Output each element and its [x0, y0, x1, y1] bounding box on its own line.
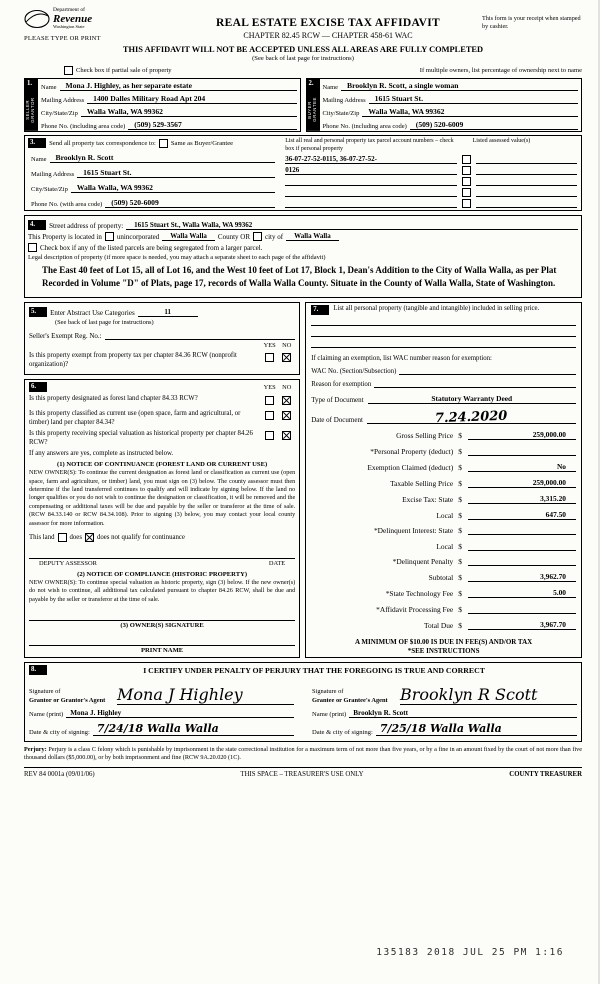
see-instructions-note: *SEE INSTRUCTIONS: [407, 646, 480, 655]
notice-compliance-text: NEW OWNER(S): To continue special valuation as historic property, sign (3) below. If the new owner(s) do not wish to continue, all additional tax calculated pursuant to chapter 84.26 RCW, shall be due and payable by the seller or transferor at the time of sale.: [29, 578, 296, 603]
grantor-print-label: Name (print): [29, 711, 64, 719]
abstract-use-label: Enter Abstract Use Categories: [50, 309, 135, 318]
segregated-checkbox[interactable]: [28, 243, 37, 252]
type-or-print-note: PLEASE TYPE OR PRINT: [24, 35, 101, 43]
exempt-yes-checkbox[interactable]: [265, 353, 274, 362]
buyer-csz-value[interactable]: Walla Walla, WA 99362: [362, 107, 578, 117]
personal-property-checkbox-4[interactable]: [462, 188, 471, 197]
section2-number: 2.: [307, 79, 320, 89]
exempt-no-checkbox[interactable]: [282, 353, 291, 362]
corr-phone-label: Phone No. (with area code): [31, 201, 103, 209]
section7-number: 7.: [311, 305, 329, 315]
minimum-due-note: A MINIMUM OF $10.00 IS DUE IN FEE(S) AND/OR TAX: [354, 637, 533, 646]
exempt-reg-value-line[interactable]: [105, 339, 296, 340]
notice-continuance-title: (1) NOTICE OF CONTINUANCE (FOREST LAND OR CURRENT USE): [57, 461, 268, 469]
parcel-number-line-5[interactable]: [285, 207, 457, 208]
fee-row-gross: Gross Selling Price $ 259,000.00: [311, 430, 576, 440]
exempt-question: Is this property exempt from property tax per chapter 84.36 RCW (nonprofit organization)?: [29, 351, 237, 368]
section5-number: 5.: [29, 307, 47, 317]
fee-row-excise-state: Excise Tax: State $ 3,315.20: [311, 494, 576, 504]
exemption-note: If claiming an exemption, list WAC number reason for exemption:: [311, 355, 492, 363]
buyer-csz-label: City/State/Zip: [322, 110, 360, 118]
fee-row-exemption: Exemption Claimed (deduct) $ No: [311, 462, 576, 472]
grantor-date-value[interactable]: 7/24/18 Walla Walla: [93, 722, 294, 736]
grantor-signature-block: [29, 679, 294, 736]
selling-price-section: [305, 302, 582, 658]
form-header: [24, 8, 582, 42]
land-does-not-checkbox[interactable]: [85, 533, 94, 542]
fee-row-processing-fee: *Affidavit Processing Fee $: [311, 604, 576, 614]
personal-property-line-3[interactable]: [311, 337, 576, 348]
dollar-sign: $: [458, 431, 462, 441]
seller-name-value[interactable]: Mona J. Highley, as her separate estate: [60, 81, 297, 91]
owners-signature-line[interactable]: [29, 620, 295, 621]
personal-property-list-label: List all personal property (tangible and intangible) included in selling price.: [333, 305, 540, 313]
perjury-lead: Perjury:: [24, 746, 47, 754]
exempt-reg-label: Seller's Exempt Reg. No.:: [29, 332, 102, 341]
delinquent-penalty-value[interactable]: [468, 557, 576, 567]
logo-name-text: Revenue: [53, 12, 93, 25]
revenue-logo-icon: [24, 9, 50, 29]
personal-property-deduct-value[interactable]: [468, 446, 576, 456]
currentuse-yes-checkbox[interactable]: [265, 411, 274, 420]
top-options-row: [24, 66, 582, 75]
grantor-signature-of-label: Signature of: [29, 688, 61, 696]
taxable-selling-price-value[interactable]: 259,000.00: [468, 478, 576, 488]
grantor-print-name-value[interactable]: Mona J. Highley: [66, 709, 294, 718]
dollar-sign: $: [458, 510, 462, 520]
section5-see-back: (See back of last page for instructions): [55, 319, 154, 327]
fee-row-delinquent-interest-state: *Delinquent Interest: State $: [311, 526, 576, 536]
seller-section: [24, 78, 301, 132]
dor-logo: [24, 8, 174, 30]
footer-row: [24, 767, 582, 778]
same-as-buyer-checkbox[interactable]: [159, 139, 168, 148]
dollar-sign: $: [458, 494, 462, 504]
forest-no-checkbox[interactable]: [282, 396, 291, 405]
buyer-phone-value[interactable]: (509) 520-6009: [410, 120, 578, 130]
forest-land-question: Is this property designated as forest land chapter 84.33 RCW?: [29, 394, 198, 402]
perjury-text: Perjury is a class C felony which is punishable by imprisonment in the state correctional institution for a maximum term of not more than five years, or by a fine in an amount fixed by the court of not more than five thousand dollars ($5,000.00), or by both imprisonment and fine (RCW 9A.20.020 (1C).: [24, 746, 582, 762]
section6-yesno-header: YES NO: [263, 384, 292, 392]
fee-row-delinquent-penalty: *Delinquent Penalty $: [311, 557, 576, 567]
partial-sale-checkbox[interactable]: [64, 66, 73, 75]
dollar-sign: $: [458, 573, 462, 583]
personal-property-checkbox-5[interactable]: [462, 199, 471, 208]
dollar-sign: $: [458, 589, 462, 599]
forest-yes-checkbox[interactable]: [265, 396, 274, 405]
parcel-numbers-header: List all real and personal property tax parcel account numbers – check box if personal property: [285, 138, 454, 152]
reason-value-line[interactable]: [374, 387, 576, 388]
section5-yesno-header: YES NO: [263, 342, 292, 350]
notice-continuance-text: NEW OWNER(S): To continue the current designation as forest land or classification as current use (open space, farm and agriculture, or timber) land, you must sign on (3) below. The county assessor must then determine if the land transferred continues to qualify and will indicate by signing below. If the land no longer qualifies or you do not wish to continue the designation or classification, it will be removed and the compensating or additional taxes will be due and payable by the seller or transferor at the time of sale. (RCW 84.33.140 or RCW 84.34.108). Prior to signing (3) below, you may contact your local county assessor for more information.: [29, 469, 296, 527]
unincorporated-checkbox[interactable]: [105, 232, 114, 241]
fee-row-subtotal: Subtotal $ 3,962.70: [311, 572, 576, 582]
section3-number: 3.: [28, 138, 46, 148]
grantor-date-label: Date & city of signing:: [29, 729, 90, 737]
date-label: DATE: [268, 559, 286, 567]
seller-address-label: Mailing Address: [41, 97, 85, 105]
dollar-sign: $: [458, 620, 462, 630]
city-value[interactable]: Walla Walla: [286, 232, 339, 241]
grantee-agent-label: Grantee or Grantee's Agent: [312, 696, 388, 704]
historic-yes-checkbox[interactable]: [265, 431, 274, 440]
perjury-statement: [24, 746, 582, 763]
same-as-buyer-label: Same as Buyer/Grantee: [170, 139, 234, 147]
dollar-sign: $: [458, 462, 462, 472]
form-subtitle: CHAPTER 82.45 RCW — CHAPTER 458-61 WAC: [243, 31, 413, 40]
grantor-agent-label: Grantor or Grantor's Agent: [29, 696, 106, 704]
grantor-signature-value[interactable]: Mona J Highley: [117, 685, 294, 705]
corr-phone-value[interactable]: (509) 520-6009: [105, 198, 275, 208]
personal-property-checkbox-1[interactable]: [462, 155, 471, 164]
historic-question: Is this property receiving special valuation as historical property per chapter 84.26 RCW?: [29, 430, 253, 447]
fee-row-total-due: Total Due $ 3,967.70: [311, 620, 576, 630]
seller-phone-value[interactable]: (509) 529-3567: [128, 120, 296, 130]
buyer-grantee-side-label: BUYERGRANTEE: [307, 89, 320, 131]
buyer-name-label: Name: [322, 84, 339, 92]
seller-csz-value[interactable]: Walla Walla, WA 99362: [81, 107, 297, 117]
buyer-phone-label: Phone No. (including area code): [322, 123, 407, 131]
personal-property-line-2[interactable]: [311, 326, 576, 337]
buyer-address-value[interactable]: 1615 Stuart St.: [369, 94, 578, 104]
form-title: REAL ESTATE EXCISE TAX AFFIDAVIT: [216, 17, 440, 29]
tax-correspondence-section: [24, 135, 582, 211]
corr-name-label: Name: [31, 156, 47, 164]
corr-csz-value[interactable]: Walla Walla, WA 99362: [71, 183, 275, 193]
legal-description-label: Legal description of property (if more space is needed, you may attach a separate sheet to each page of the affidavit): [28, 254, 326, 262]
county-treasurer-label: COUNTY TREASURER: [509, 770, 582, 778]
dollar-sign: $: [458, 478, 462, 488]
grantee-signature-of-label: Signature of: [312, 688, 344, 696]
date-of-document-value[interactable]: 7.24.2020: [367, 413, 576, 424]
delinquent-interest-local-value[interactable]: [468, 541, 576, 551]
corr-csz-label: City/State/Zip: [31, 186, 68, 194]
county-or-label: County OR: [217, 233, 250, 242]
certification-section: [24, 662, 582, 742]
seller-grantor-side-label: SELLERGRANTOR: [25, 89, 38, 131]
dollar-sign: $: [458, 541, 462, 551]
currentuse-no-checkbox[interactable]: [282, 411, 291, 420]
grantee-signature-value[interactable]: Brooklyn R Scott: [400, 685, 577, 705]
dollar-sign: $: [458, 526, 462, 536]
grantee-signature-block: [312, 679, 577, 736]
dollar-sign: $: [458, 446, 462, 456]
personal-property-checkbox-2[interactable]: [462, 166, 471, 175]
abstract-use-section: [24, 302, 300, 375]
grantee-date-label: Date & city of signing:: [312, 729, 373, 737]
reason-label: Reason for exemption: [311, 381, 372, 389]
multiple-owners-note: If multiple owners, list percentage of ownership next to name: [419, 67, 582, 75]
excise-tax-state-value[interactable]: 3,315.20: [468, 494, 576, 504]
print-name-label: PRINT NAME: [141, 646, 184, 654]
owners-signature-label: (3) OWNER(S) SIGNATURE: [120, 621, 204, 629]
if-yes-note: If any answers are yes, complete as instructed below.: [29, 450, 174, 458]
grantee-print-label: Name (print): [312, 711, 347, 719]
fee-row-technology-fee: *State Technology Fee $ 5.00: [311, 588, 576, 598]
corr-address-value[interactable]: 1615 Stuart St.: [77, 168, 275, 178]
corr-name-value[interactable]: Brooklyn R. Scott: [50, 153, 276, 163]
state-technology-fee-value[interactable]: 5.00: [468, 588, 576, 598]
parties-row: [24, 78, 582, 132]
section1-number: 1.: [25, 79, 38, 89]
street-address-value[interactable]: 1615 Stuart St., Walla Walla, WA 99362: [126, 221, 578, 230]
legal-description-text: The East 40 feet of Lot 15, all of Lot 16, and the West 10 feet of Lot 17, Block 1, Dean's Addition to the City of Walla Walla, as per Plat Recorded in Volume "D" of Plats, page 17, records of Walla Walla County. Situate in the County of Walla Walla, State of Washington.: [42, 265, 557, 289]
receipt-note: This form is your receipt when stamped by cashier.: [482, 15, 581, 31]
seller-address-value[interactable]: 1400 Dalles Military Road Apt 204: [87, 94, 296, 104]
logo-state-text: Washington State: [53, 24, 85, 30]
see-back-note: (See back of last page for instructions): [252, 55, 354, 63]
parcel-number-value-2[interactable]: 0126: [285, 166, 457, 175]
land-classification-section: [24, 379, 300, 658]
dollar-sign: $: [458, 604, 462, 614]
city-checkbox[interactable]: [253, 232, 262, 241]
corr-address-label: Mailing Address: [31, 171, 75, 179]
assessed-value-line-5[interactable]: [476, 206, 577, 208]
fee-row-taxable: Taxable Selling Price $ 259,000.00: [311, 478, 576, 488]
affidavit-processing-fee-value[interactable]: [468, 604, 576, 614]
grantee-print-name-value[interactable]: Brooklyn R. Scott: [349, 709, 577, 718]
buyer-address-label: Mailing Address: [322, 97, 366, 105]
wac-label: WAC No. (Section/Subsection): [311, 368, 397, 376]
delinquent-interest-state-value[interactable]: [468, 526, 576, 536]
city-of-label: city of: [265, 233, 284, 242]
notice-compliance-title: (2) NOTICE OF COMPLIANCE (HISTORIC PROPERTY): [77, 570, 248, 578]
segregated-label: Check box if any of the listed parcels are being segregated from a larger parcel.: [40, 244, 263, 253]
rev-form-number: REV 84 0001a (09/01/06): [24, 770, 95, 778]
fee-row-excise-local: Local $ 647.50: [311, 510, 576, 520]
assessed-values-header: Listed assessed value(s): [472, 138, 531, 145]
abstract-use-value[interactable]: 11: [138, 308, 198, 317]
completion-warning: THIS AFFIDAVIT WILL NOT BE ACCEPTED UNLESS ALL AREAS ARE FULLY COMPLETED: [122, 45, 484, 55]
does-label: does: [69, 533, 82, 541]
certify-statement: I CERTIFY UNDER PENALTY OF PERJURY THAT THE FOREGOING IS TRUE AND CORRECT: [143, 665, 485, 675]
property-address-section: [24, 215, 582, 298]
treasurer-space-label: THIS SPACE – TREASURER'S USE ONLY: [240, 770, 364, 778]
section6-number: 6.: [29, 382, 47, 392]
land-does-checkbox[interactable]: [58, 533, 67, 542]
gross-selling-price-value[interactable]: 259,000.00: [468, 430, 576, 440]
located-in-label: This Property is located in: [28, 233, 102, 242]
does-not-label: does not qualify for continuance: [96, 533, 185, 541]
section4-number: 4.: [28, 220, 46, 230]
print-name-line[interactable]: [29, 645, 295, 646]
current-use-question: Is this property classified as current use (open space, farm and agricultural, or timber) land per chapter 84.34?: [29, 410, 241, 426]
section8-number: 8.: [29, 665, 47, 675]
deputy-assessor-label: DEPUTY ASSESSOR: [39, 559, 97, 567]
unincorporated-label: unincorporated: [116, 233, 160, 242]
personal-property-line-1[interactable]: [311, 315, 576, 326]
wac-value-line[interactable]: [399, 374, 576, 375]
send-correspondence-label: Send all property tax correspondence to:: [49, 139, 156, 147]
type-of-document-value[interactable]: Statutory Warranty Deed: [368, 394, 576, 404]
buyer-name-value[interactable]: Brooklyn R. Scott, a single woman: [341, 81, 578, 91]
seller-csz-label: City/State/Zip: [41, 110, 78, 118]
seller-name-label: Name: [41, 84, 57, 92]
grantee-date-value[interactable]: 7/25/18 Walla Walla: [376, 722, 577, 736]
personal-property-checkbox-3[interactable]: [462, 177, 471, 186]
street-address-label: Street address of property:: [49, 222, 124, 231]
historic-no-checkbox[interactable]: [282, 431, 291, 440]
parcel-number-value[interactable]: 36-07-27-52-0115, 36-07-27-52-: [285, 155, 457, 164]
excise-tax-local-value[interactable]: 647.50: [468, 510, 576, 520]
type-of-document-label: Type of Document: [311, 396, 364, 405]
logo-dept-text: Department of: [53, 7, 85, 13]
total-due-value[interactable]: 3,967.70: [468, 620, 576, 630]
partial-sale-label: Check box if partial sale of property: [76, 67, 172, 75]
subtotal-value[interactable]: 3,962.70: [468, 572, 576, 582]
buyer-section: [306, 78, 583, 132]
this-land-label: This land: [29, 533, 55, 541]
date-of-document-label: Date of Document: [311, 416, 363, 425]
fee-row-delinquent-interest-local: Local $: [311, 541, 576, 551]
dollar-sign: $: [458, 557, 462, 567]
exemption-claimed-value[interactable]: No: [468, 462, 576, 472]
treasurer-date-stamp: 135183 2018 JUL 25 PM 1:16: [376, 947, 564, 958]
fee-row-personal-property: *Personal Property (deduct) $: [311, 446, 576, 456]
seller-phone-label: Phone No. (including area code): [41, 123, 126, 131]
county-value[interactable]: Walla Walla: [162, 232, 215, 241]
